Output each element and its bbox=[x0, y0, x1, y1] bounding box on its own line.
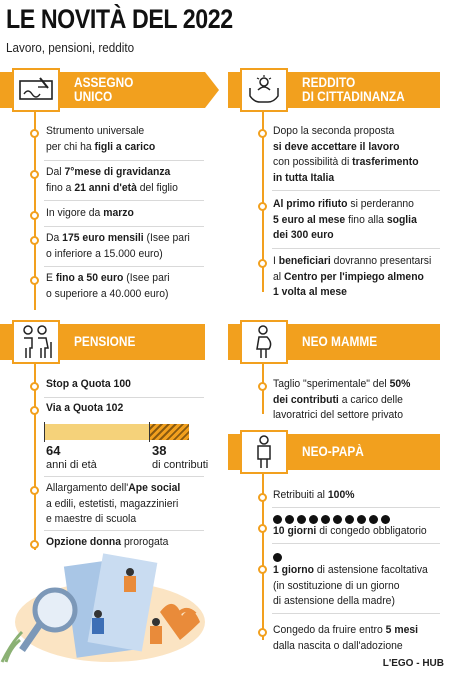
day-dot bbox=[297, 515, 306, 524]
assegno-item-4: Da 175 euro mensili (Isee pari o inferiore a 15.000 euro) bbox=[46, 232, 190, 260]
separator bbox=[44, 266, 204, 267]
page-subtitle: Lavoro, pensioni, reddito bbox=[6, 40, 135, 55]
tick bbox=[44, 422, 45, 442]
separator bbox=[272, 248, 440, 249]
papa-item-2: 10 giorni di congedo obbligatorio bbox=[273, 525, 427, 537]
pensione-item-3: Allargamento dell'Ape social a edili, estetisti, magazzinieri e maestre di scuola bbox=[46, 482, 181, 525]
bullet bbox=[30, 406, 39, 415]
separator bbox=[44, 160, 204, 161]
separator bbox=[44, 397, 204, 398]
bullet bbox=[258, 382, 267, 391]
assegno-arrow bbox=[205, 72, 219, 108]
bullet bbox=[258, 129, 267, 138]
assegno-item-1: Strumento universale per chi ha figli a carico bbox=[46, 125, 156, 153]
pregnant-woman-icon bbox=[240, 320, 288, 364]
reddito-item-2: Al primo rifiuto si perderanno 5 euro al mese fino alla soglia dei 300 euro bbox=[273, 198, 417, 241]
bullet bbox=[258, 202, 267, 211]
assegno-item-5: E fino a 50 euro (Isee pari o superiore a 40.000 euro) bbox=[46, 272, 170, 300]
check-cheque-icon bbox=[12, 68, 60, 112]
papa-item-4: Congedo da fruire entro 5 mesi dalla nascita o dall'adozione bbox=[273, 624, 419, 652]
pensione-timeline bbox=[34, 364, 36, 550]
contributions-number: 38 bbox=[152, 443, 167, 458]
day-dot bbox=[345, 515, 354, 524]
separator bbox=[272, 613, 440, 614]
assegno-title: ASSEGNO UNICO bbox=[74, 75, 134, 104]
age-label: anni di età bbox=[46, 459, 97, 471]
separator bbox=[272, 543, 440, 544]
bullet bbox=[30, 170, 39, 179]
separator bbox=[44, 200, 204, 201]
bullet bbox=[30, 129, 39, 138]
office-illustration bbox=[0, 552, 215, 664]
separator bbox=[44, 476, 204, 477]
day-dot bbox=[357, 515, 366, 524]
assegno-item-3: In vigore da marzo bbox=[46, 207, 134, 219]
bullet bbox=[30, 486, 39, 495]
separator bbox=[44, 530, 204, 531]
elderly-couple-icon bbox=[12, 320, 60, 364]
papa-title: NEO-PAPÀ bbox=[302, 444, 364, 459]
day-dot bbox=[309, 515, 318, 524]
age-bar bbox=[44, 424, 149, 440]
mamme-title: NEO MAMME bbox=[302, 334, 378, 349]
separator bbox=[272, 190, 440, 191]
day-dot bbox=[333, 515, 342, 524]
day-dot bbox=[321, 515, 330, 524]
pensione-item-2: Via a Quota 102 bbox=[46, 402, 124, 414]
pensione-title: PENSIONE bbox=[74, 334, 136, 349]
reddito-item-1: Dopo la seconda proposta si deve accettare il lavoro con possibilità di trasferimento in tutta Italia bbox=[273, 125, 419, 184]
source-credit: L'EGO - HUB bbox=[382, 658, 444, 669]
bullet bbox=[258, 565, 267, 574]
day-dot bbox=[273, 515, 282, 524]
separator bbox=[272, 507, 440, 508]
page-title: LE NOVITÀ DEL 2022 bbox=[6, 4, 233, 34]
bullet bbox=[30, 382, 39, 391]
bullet bbox=[30, 236, 39, 245]
bullet bbox=[30, 276, 39, 285]
day-dot bbox=[369, 515, 378, 524]
pensione-item-4: Opzione donna prorogata bbox=[46, 536, 169, 548]
contributions-label: di contributi bbox=[152, 459, 209, 471]
reddito-title: REDDITO DI CITTADINANZA bbox=[302, 75, 405, 104]
separator bbox=[44, 226, 204, 227]
day-dot bbox=[381, 515, 390, 524]
bullet bbox=[30, 540, 39, 549]
reddito-item-3: I beneficiari dovranno presentarsi al Centro per l'impiego almeno 1 volta al mese bbox=[273, 255, 432, 298]
bullet bbox=[258, 259, 267, 268]
papa-item-1: Retribuiti al 100% bbox=[273, 489, 355, 501]
mamme-item-1: Taglio "sperimentale" del 50% dei contributi a carico delle lavoratrici del settore privato bbox=[273, 378, 411, 421]
bullet bbox=[258, 524, 267, 533]
man-icon bbox=[240, 430, 288, 474]
hands-people-icon bbox=[240, 68, 288, 112]
age-number: 64 bbox=[46, 443, 61, 458]
pensione-item-1: Stop a Quota 100 bbox=[46, 378, 131, 390]
assegno-item-2: Dal 7°mese di gravidanza fino a 21 anni d'età del figlio bbox=[46, 166, 178, 194]
bullet bbox=[258, 493, 267, 502]
tick bbox=[149, 422, 150, 442]
day-dot bbox=[273, 553, 282, 562]
papa-item-3: 1 giorno di astensione facoltativa (in sostituzione di un giorno di astensione della madre) bbox=[273, 564, 428, 607]
day-dot bbox=[285, 515, 294, 524]
contributions-bar bbox=[149, 424, 189, 440]
bullet bbox=[258, 628, 267, 637]
bullet bbox=[30, 211, 39, 220]
